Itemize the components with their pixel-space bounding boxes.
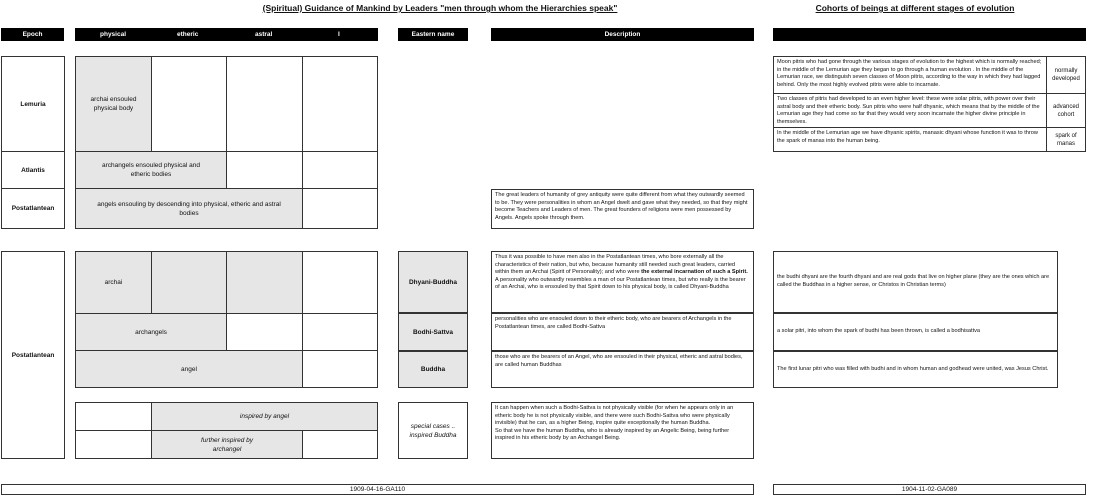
epoch-postatlantean-bottom xyxy=(1,251,65,459)
description-header-label: Description xyxy=(604,31,641,38)
postatlantean-angels-label: angels ensouling by descending into physical, etheric and astral bodies xyxy=(97,200,281,217)
angel-cell xyxy=(76,351,303,387)
archangels-i-cell xyxy=(303,314,377,351)
right-dhyani-description-text: the budhi dhyani are the fourth dhyani and are real gods that live on higher plane (they are the ones which are called the Buddhas in a higher sense, or Christos in Christian terms) xyxy=(777,274,1050,288)
eastern-bodhi-sattva xyxy=(398,313,468,351)
dhyani-description xyxy=(491,251,754,313)
inspired-by-angel-label: inspired by angel xyxy=(239,413,290,420)
right-bodhi-description xyxy=(773,313,1058,351)
cohorts-header xyxy=(773,28,1086,41)
right-buddha-description-text: The first lunar pitri who was filled with budhi and in whom human and godhead were united, was Jesus Christ. xyxy=(777,365,1049,372)
archangels-label: archangels xyxy=(135,328,167,336)
cohort-stage-2: advanced cohort xyxy=(1046,94,1085,127)
eastern-special-cases-label: special cases .. inspired Buddha xyxy=(409,422,457,439)
further-inspired-label: further inspired by archangel xyxy=(200,436,254,453)
further-physical-cell xyxy=(76,431,152,458)
description-header xyxy=(491,28,754,41)
epoch-postatlantean-bottom-label: Postatlantean xyxy=(11,351,55,359)
cohorts-table xyxy=(773,56,1086,152)
top-body-grid xyxy=(75,56,378,229)
bodies-header xyxy=(75,28,378,41)
dhyani-description-text-1: Thus it was possible to have men also in the Postatlantean times, who bore externally all the characteristics of their nation, but who, because humanity still needed such great leaders, carried within them an Archai (Spirit of Personality); and who were xyxy=(495,254,736,276)
atlantis-archangels-label: archangels ensouled physical and etheric bodies xyxy=(102,162,200,178)
cohort-stage-3: spark of manas xyxy=(1046,128,1085,151)
cohort-row-3 xyxy=(774,128,1085,151)
epoch-atlantis xyxy=(2,152,64,189)
right-title: Cohorts of beings at different stages of evolution xyxy=(815,3,1015,13)
eastern-dhyani-buddha xyxy=(398,251,468,313)
archai-cell xyxy=(76,252,152,314)
atlantis-astral-cell xyxy=(227,152,303,189)
archai-etheric-cell xyxy=(152,252,227,314)
angel-i-cell xyxy=(303,351,377,387)
special-description xyxy=(491,402,754,459)
right-footer xyxy=(773,484,1086,495)
eastern-bodhi-sattva-label: Bodhi-Sattva xyxy=(412,328,454,336)
bodhi-description-text: personalities who are ensouled down to their etheric body, who are bearers of Archangels in the Postatlantean times, are called Bodhi-Sattva xyxy=(495,316,732,330)
eastern-special-cases xyxy=(398,402,468,459)
header-astral: astral xyxy=(255,31,273,38)
header-i: I xyxy=(338,31,340,38)
postatlantean-i-cell xyxy=(303,189,377,228)
cohort-text-1: Moon pitris who had gone through the various stages of evolution to the highest which is normally reached; in the middle of the Lemurian age they began to go through a human evolution . In the middle of the Lemurian race, we distinguish seven classes of Moon pitris, according to the way in which they had lagged behind. Only the most highly evolved pitris were able to incarnate. xyxy=(777,59,1042,88)
lemuria-i-cell xyxy=(303,57,377,152)
archai-i-cell xyxy=(303,252,377,314)
inspired-by-angel-cell xyxy=(152,403,377,431)
buddha-description xyxy=(491,351,754,388)
special-description-text-2: So that we have the human Buddha, who is already inspired by an Angelic Being, being further inspired in his etheric body by an Archangel Being. xyxy=(495,427,730,442)
lemuria-astral-cell xyxy=(227,57,303,152)
epoch-atlantis-label: Atlantis xyxy=(21,166,45,174)
epoch-header-label: Epoch xyxy=(22,31,43,38)
right-bodhi-description-text: a solar pitri, into whom the spark of budhi has been thrown, is called a bodhisattva xyxy=(777,328,981,335)
eastern-buddha xyxy=(398,351,468,388)
left-footer xyxy=(1,484,754,495)
archai-label: archai xyxy=(104,279,123,286)
buddha-description-text: those who are the bearers of an Angel, who are ensouled in their physical, etheric and astral bodies, are called human Buddhas xyxy=(495,354,743,368)
atlantis-i-cell xyxy=(303,152,377,189)
top-description-text: The great leaders of humanity of grey antiquity were quite different from what they outwardly seemed to be. They were personalities in whom an Angel dwelt and gave what they needed, so that they might become Teachers and Leaders of men. The great founders of religions were men possessed by Angels. Angels spoke through them. xyxy=(495,192,748,221)
lemuria-archai-label: archai ensouled physical body xyxy=(90,96,137,112)
archangels-cell xyxy=(76,314,227,351)
cohort-text-3: In the middle of the Lemurian age we have dhyanic spirits, manasic dhyani whose function it was to throw the spark of manas into the human being. xyxy=(777,130,1038,144)
bottom-body-grid xyxy=(75,251,378,388)
eastern-buddha-label: Buddha xyxy=(420,366,446,373)
archai-astral-cell xyxy=(227,252,303,314)
eastern-dhyani-buddha-label: Dhyani-Buddha xyxy=(408,278,458,286)
cohort-row-1 xyxy=(774,57,1085,94)
epoch-postatlantean-top-label: Postatlantean xyxy=(11,205,55,212)
epoch-postatlantean-top xyxy=(2,189,64,228)
inspired-physical-cell xyxy=(76,403,152,431)
top-description xyxy=(491,189,754,229)
lemuria-archai-cell xyxy=(76,57,152,152)
special-description-text-1: It can happen when such a Bodhi-Sattva is not physically visible (for when he appears only in an etheric body he is not physically visible, and there were such Bodhi-Sattva who were physically invisible) that he can, as a higher Being, inspire quite exceptionally the human Buddha. xyxy=(495,405,734,427)
epoch-lemuria xyxy=(2,57,64,152)
cohort-text-2: Two classes of pitris had developed to an even higher level: these were solar pitris, with power over their astral body and their etheric body. Sun pitris who were half dhyanic, which means that by the middle of the Lemurian age they had come so far that they would very soon incarnate the higher divine principle in themselves. xyxy=(777,96,1040,125)
dhyani-description-text-2: A personality who outwardly resembles a man of our Postatlantean times, but who really is the bearer of an Archai, who is ensouled by that Spirit down to his physical body, is called Dhyani-Buddha xyxy=(495,276,746,291)
dhyani-description-bold: the external incarnation of such a Spirit. xyxy=(641,269,748,276)
lemuria-etheric-cell xyxy=(152,57,227,152)
cohort-stage-1: normally developed xyxy=(1046,57,1085,93)
left-title: (Spiritual) Guidance of Mankind by Leaders "men through whom the Hierarchies speak" xyxy=(262,3,618,13)
eastern-name-header xyxy=(398,28,468,41)
angel-label: angel xyxy=(181,365,197,373)
eastern-name-header-label: Eastern name xyxy=(411,31,455,38)
postatlantean-angels-cell xyxy=(76,189,303,228)
header-etheric: etheric xyxy=(177,31,199,38)
left-footer-label: 1909-04-16-GA110 xyxy=(349,486,406,493)
top-epoch-column xyxy=(1,56,65,229)
archangels-astral-cell xyxy=(227,314,303,351)
further-i-cell xyxy=(303,431,377,458)
epoch-header xyxy=(1,28,64,41)
epoch-lemuria-label: Lemuria xyxy=(20,100,46,108)
inspired-grid xyxy=(75,402,378,459)
atlantis-archangels-cell xyxy=(76,152,227,189)
bodhi-description xyxy=(491,313,754,351)
further-inspired-cell xyxy=(152,431,303,458)
right-footer-label: 1904-11-02-GA089 xyxy=(901,486,958,493)
right-dhyani-description xyxy=(773,251,1058,313)
cohort-row-2 xyxy=(774,94,1085,128)
header-physical: physical xyxy=(100,31,127,38)
right-buddha-description xyxy=(773,351,1058,388)
